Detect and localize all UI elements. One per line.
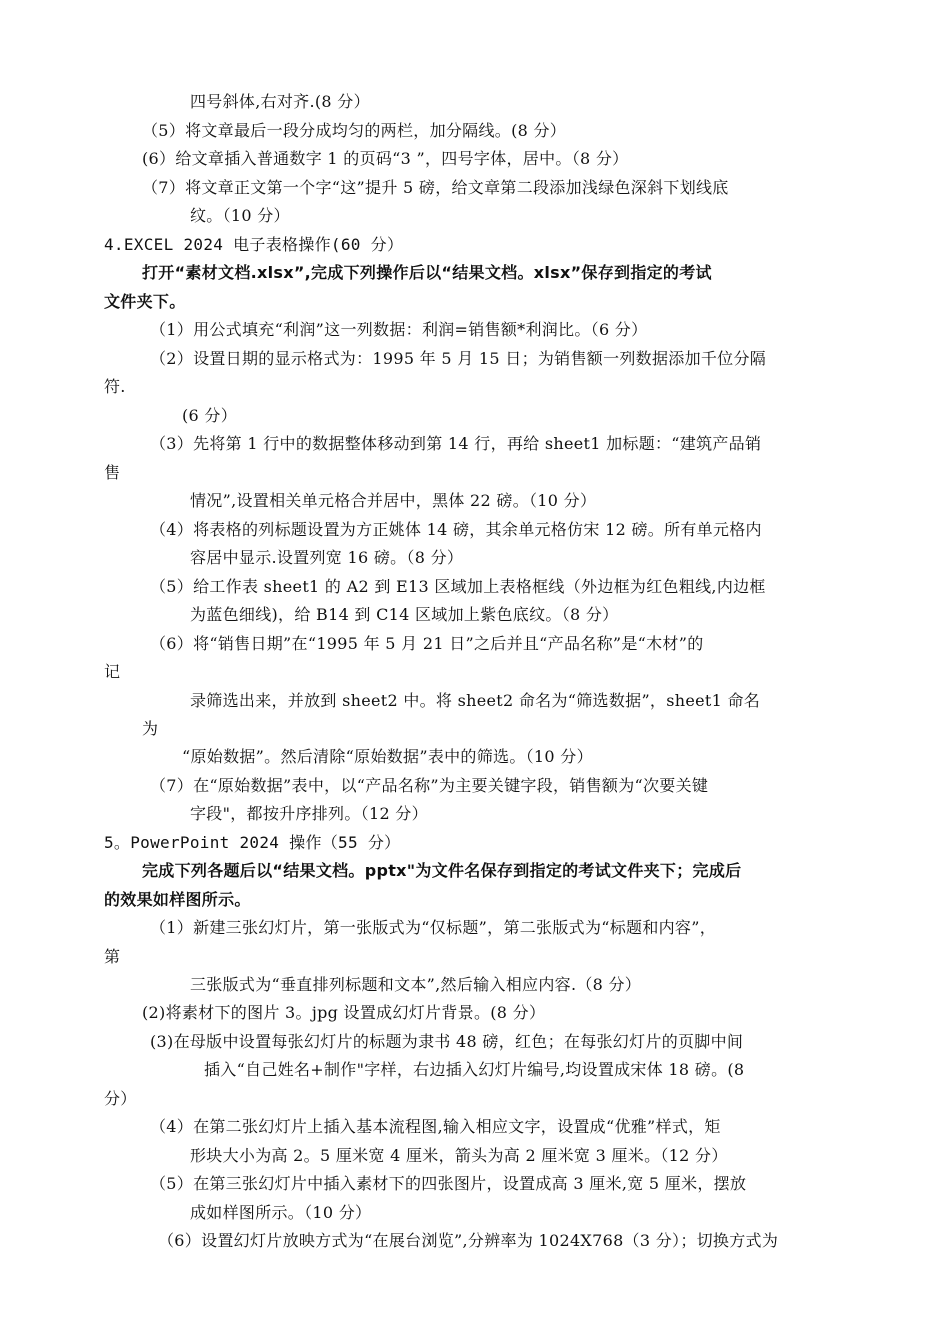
ppt-item-3-line-1: (3)在母版中设置每张幻灯片的标题为隶书 48 磅，红色；在每张幻灯片的页脚中间 [150,1032,744,1051]
word-item-6: (6）给文章插入普通数字 1 的页码“3 ”，四号字体，居中。（8 分） [142,149,629,168]
excel-item-2-line-3: (6 分） [182,406,238,425]
word-item-4-continuation: 四号斜体,右对齐.(8 分） [190,92,370,111]
excel-item-4-line-1: （4）将表格的列标题设置为方正姚体 14 磅，其余单元格仿宋 12 磅。所有单元格内 [150,520,762,539]
ppt-item-3-line-2: 插入“自己姓名+制作"字样，右边插入幻灯片编号,均设置成宋体 18 磅。(8 [204,1060,745,1079]
excel-item-1: （1）用公式填充“利润”这一列数据：利润=销售额*利润比。（6 分） [150,320,648,339]
ppt-intro-line-2: 的效果如样图所示。 [104,890,251,909]
excel-item-3-line-1: （3）先将第 1 行中的数据整体移动到第 14 行，再给 sheet1 加标题：“建筑产品销 [150,434,762,453]
ppt-intro-line-1: 完成下列各题后以“结果文档。pptx"为文件名保存到指定的考试文件夹下；完成后 [142,861,742,880]
excel-item-3-line-2: 售 [104,463,121,482]
ppt-section-heading: 5。PowerPoint 2024 操作（55 分） [104,833,401,852]
excel-item-6-line-4: 为 [142,719,159,738]
excel-item-6-line-5: “原始数据”。然后清除“原始数据”表中的筛选。（10 分） [182,747,593,766]
ppt-item-2: (2)将素材下的图片 3。jpg 设置成幻灯片背景。(8 分） [142,1003,546,1022]
excel-item-5-line-2: 为蓝色细线)，给 B14 到 C14 区域加上紫色底纹。（8 分） [190,605,619,624]
word-item-7-line-1: （7）将文章正文第一个字“这”提升 5 磅，给文章第二段添加浅绿色深斜下划线底 [142,178,729,197]
excel-item-6-line-1: （6）将“销售日期”在“1995 年 5 月 21 日”之后并且“产品名称”是“木材”的 [150,634,704,653]
word-item-5: （5）将文章最后一段分成均匀的两栏，加分隔线。(8 分） [142,121,567,140]
word-item-7-line-2: 纹。（10 分） [190,206,290,225]
excel-intro-line-2: 文件夹下。 [104,292,186,311]
excel-item-6-line-2: 记 [104,662,121,681]
ppt-item-4-line-1: （4）在第二张幻灯片上插入基本流程图,输入相应文字，设置成“优雅”样式，矩 [150,1117,721,1136]
excel-item-7-line-1: （7）在“原始数据”表中，以“产品名称”为主要关键字段，销售额为“次要关键 [150,776,709,795]
excel-item-2-line-2: 符. [104,377,126,396]
excel-item-7-line-2: 字段"，都按升序排列。（12 分） [190,804,428,823]
ppt-item-1-line-2: 第 [104,947,121,966]
excel-section-heading: 4.EXCEL 2024 电子表格操作(60 分） [104,235,404,254]
excel-item-2-line-1: （2）设置日期的显示格式为：1995 年 5 月 15 日；为销售额一列数据添加千位分隔 [150,349,767,368]
ppt-item-3-line-3: 分） [104,1089,137,1108]
ppt-item-5-line-1: （5）在第三张幻灯片中插入素材下的四张图片，设置成高 3 厘米,宽 5 厘米，摆放 [150,1174,747,1193]
excel-item-4-line-2: 容居中显示.设置列宽 16 磅。（8 分） [190,548,464,567]
ppt-item-4-line-2: 形块大小为高 2。5 厘米宽 4 厘米，箭头为高 2 厘米宽 3 厘米。（12 分） [190,1146,728,1165]
ppt-item-1-line-1: （1）新建三张幻灯片，第一张版式为“仅标题”，第二张版式为“标题和内容”， [150,918,716,937]
excel-item-3-line-3: 情况”,设置相关单元格合并居中，黑体 22 磅。（10 分） [190,491,597,510]
excel-intro-line-1: 打开“素材文档.xlsx”,完成下列操作后以“结果文档。xlsx”保存到指定的考试 [142,263,712,282]
excel-item-6-line-3: 录筛选出来，并放到 sheet2 中。将 sheet2 命名为“筛选数据”，sheet1 命名 [190,691,761,710]
excel-item-5-line-1: （5）给工作表 sheet1 的 A2 到 E13 区域加上表格框线（外边框为红色粗线,内边框 [150,577,766,596]
ppt-item-1-line-3: 三张版式为“垂直排列标题和文本”,然后输入相应内容.（8 分） [190,975,642,994]
ppt-item-6-line-1: （6）设置幻灯片放映方式为“在展台浏览”,分辨率为 1024X768（3 分）；切换方式为 [158,1231,779,1250]
ppt-item-5-line-2: 成如样图所示。（10 分） [190,1203,372,1222]
